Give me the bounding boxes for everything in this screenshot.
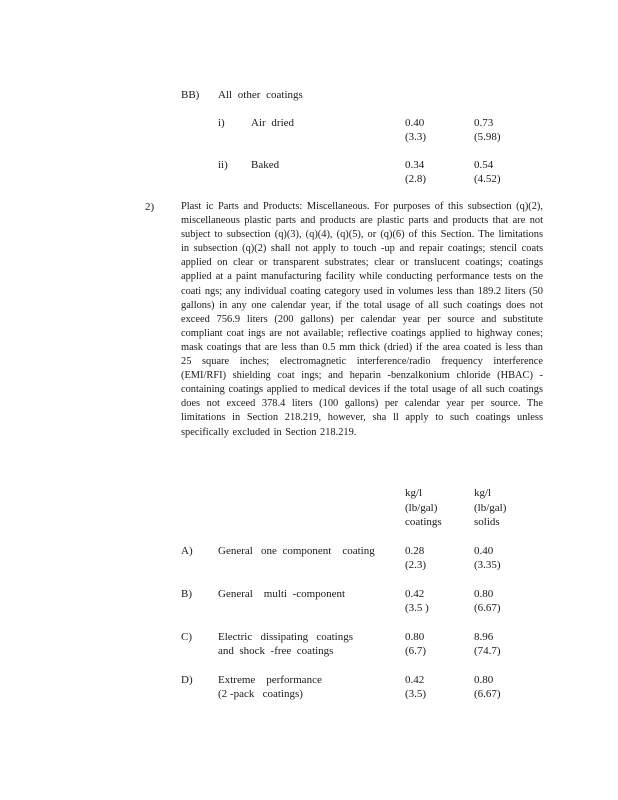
column-header-line: (lb/gal) bbox=[474, 501, 507, 514]
column-header-line: coatings bbox=[405, 516, 442, 528]
table-row-name-continued: (2 -pack coatings) bbox=[218, 688, 303, 700]
table-row-value-solids: 0.40 bbox=[474, 545, 494, 557]
column-header-line: solids bbox=[474, 516, 500, 528]
column-header-line: kg/l bbox=[474, 487, 492, 499]
bb-row-value-solids: 0.73 bbox=[474, 117, 494, 129]
table-row-name: General multi -component bbox=[218, 588, 346, 600]
section-number: 2) bbox=[145, 201, 155, 213]
bb-row-label: i) bbox=[218, 117, 225, 129]
bb-row-value-coatings: 0.40 bbox=[405, 117, 425, 129]
bb-row-name: Baked bbox=[251, 159, 280, 171]
bb-row-value-coatings-alt: (2.8) bbox=[405, 173, 427, 185]
bb-row-name: Air dried bbox=[251, 117, 295, 129]
column-header-line: (lb/gal) bbox=[405, 501, 438, 514]
bb-row-value-coatings-alt: (3.3) bbox=[405, 131, 427, 143]
table-row-value-coatings-alt: (3.5) bbox=[405, 688, 427, 700]
table-row-name: Extreme performance bbox=[218, 674, 322, 686]
table-row-value-solids: 0.80 bbox=[474, 674, 494, 686]
column-header-coatings bbox=[405, 486, 442, 530]
column-header-line: kg/l bbox=[405, 487, 423, 499]
table-row-value-solids: 8.96 bbox=[474, 631, 494, 643]
bb-row-label: ii) bbox=[218, 159, 228, 171]
table-row-value-solids-alt: (74.7) bbox=[474, 645, 501, 657]
table-row-name: Electric dissipating coatings bbox=[218, 631, 354, 643]
table-row-value-coatings-alt: (3.5 ) bbox=[405, 602, 429, 614]
table-row-value-coatings: 0.28 bbox=[405, 545, 425, 557]
section-paragraph: Plast ic Parts and Products: Miscellaneous. For purposes of this subsection (q)(2), miscellaneous plastic parts and products are plastic parts and products that are not subject to subsection (q)(3), (q)(4), (q)(5), or (q)(6) of this Section. The limitations in subsection (q)(2) shall not apply to touch -up and repair coatings; stencil coats applied on clear or transparent substrates; clear or translucent coatings; coatings applied at a paint manufacturing facility while conducting performance tests on the coati ngs; any individual coating category used in volumes less than 189.2 liters (50 gallons) in any one calendar year, if the total usage of all such coatings does not exceed 756.9 liters (200 gallons) per calendar year per source and substitute compliant coat ings are not available; reflective coatings applied to highway cones; mask coatings that are less than 0.5 mm thick (dried) if the area coated is less than 25 square inches; electromagnetic interference/radio frequency interference (EMI/RFI) shielding coat ings; and heparin -benzalkonium chloride (HBAC) -containing coatings applied to medical devices if the total usage of all such coatings does not exceed 378.4 liters (100 gallons) per calendar year per source. The limitations in Section 218.219, however, sha ll apply to such coatings unless specifically excluded in Section 218.219. bbox=[181, 201, 543, 438]
table-row-label: B) bbox=[181, 588, 192, 600]
table-row-label: D) bbox=[181, 674, 193, 686]
table-row-value-coatings-alt: (2.3) bbox=[405, 559, 427, 571]
table-row-value-solids-alt: (6.67) bbox=[474, 688, 501, 700]
table-row-name-continued: and shock -free coatings bbox=[218, 645, 334, 657]
table-row-label: C) bbox=[181, 631, 192, 643]
section-bb-title: All other coatings bbox=[218, 89, 303, 101]
bb-row-value-coatings: 0.34 bbox=[405, 159, 425, 171]
table-row-label: A) bbox=[181, 545, 193, 557]
column-header-solids bbox=[474, 486, 506, 530]
bb-row-value-solids: 0.54 bbox=[474, 159, 494, 171]
table-row-value-coatings-alt: (6.7) bbox=[405, 645, 427, 657]
bb-row-value-solids-alt: (4.52) bbox=[474, 173, 501, 185]
table-row-name: General one component coating bbox=[218, 545, 375, 557]
table-row-value-coatings: 0.80 bbox=[405, 631, 425, 643]
table-row-value-coatings: 0.42 bbox=[405, 588, 425, 600]
bb-row-value-solids-alt: (5.98) bbox=[474, 131, 501, 143]
section-bb-label: BB) bbox=[181, 89, 200, 101]
table-row-value-solids-alt: (3.35) bbox=[474, 559, 501, 571]
table-row-value-coatings: 0.42 bbox=[405, 674, 425, 686]
table-row-value-solids-alt: (6.67) bbox=[474, 602, 501, 614]
table-row-value-solids: 0.80 bbox=[474, 588, 494, 600]
